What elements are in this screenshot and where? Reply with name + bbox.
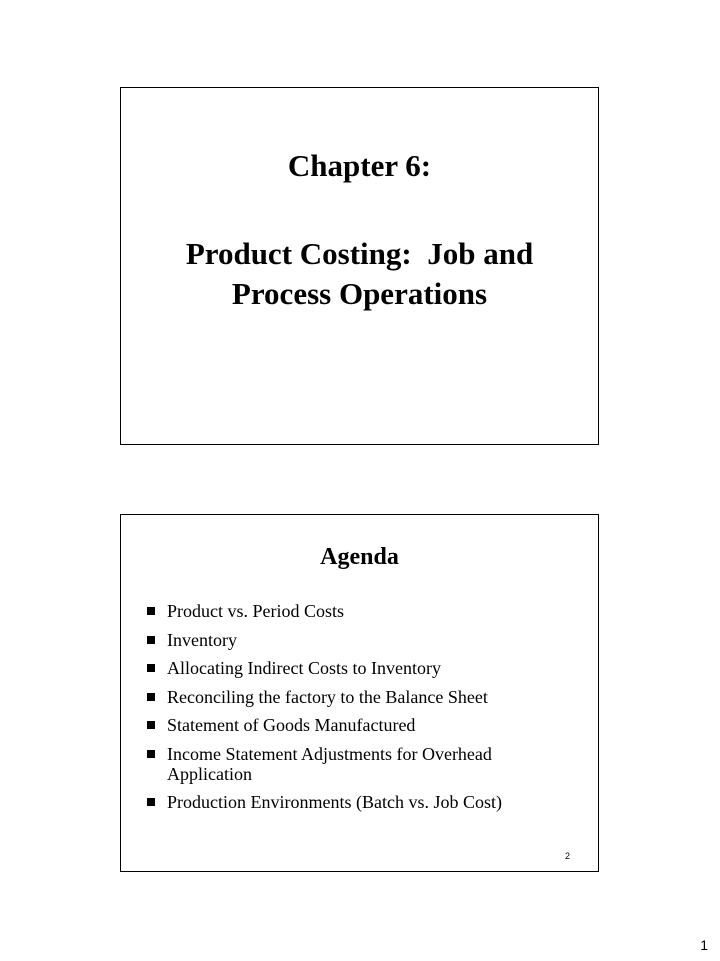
agenda-item-text: Income Statement Adjustments for Overhead Application	[167, 743, 492, 784]
agenda-item-text: Product vs. Period Costs	[167, 601, 345, 621]
square-bullet-icon	[147, 750, 155, 758]
square-bullet-icon	[147, 607, 155, 615]
agenda-item	[147, 740, 587, 788]
agenda-item-text: Inventory	[167, 629, 237, 650]
slide-title	[121, 234, 598, 314]
chapter-heading: Chapter 6:	[287, 148, 432, 183]
agenda-item-text: Statement of Goods Manufactured	[167, 715, 416, 735]
square-bullet-icon	[147, 693, 155, 701]
agenda-item-text: Production Environments (Batch vs. Job Cost)	[167, 791, 502, 812]
agenda-item	[147, 788, 587, 817]
square-bullet-icon	[147, 664, 155, 672]
slide-title-line-2: Process Operations	[231, 276, 488, 311]
slide-title-line-1: Product Costing: Job and	[185, 236, 534, 271]
square-bullet-icon	[147, 636, 155, 644]
square-bullet-icon	[147, 798, 155, 806]
agenda-item	[147, 597, 587, 626]
agenda-item	[147, 626, 587, 655]
slide-agenda	[120, 514, 599, 872]
agenda-heading: Agenda	[320, 544, 399, 570]
agenda-list	[147, 597, 587, 816]
square-bullet-icon	[147, 721, 155, 729]
agenda-item-text: Allocating Indirect Costs to Inventory	[167, 658, 441, 678]
agenda-item	[147, 683, 587, 712]
agenda-item	[147, 711, 587, 740]
agenda-item-text: Reconciling the factory to the Balance Sheet	[167, 686, 488, 707]
slide-number: 2	[564, 851, 570, 861]
agenda-item	[147, 654, 587, 683]
page-number: 1	[700, 937, 708, 953]
slide-title-card	[120, 87, 599, 445]
